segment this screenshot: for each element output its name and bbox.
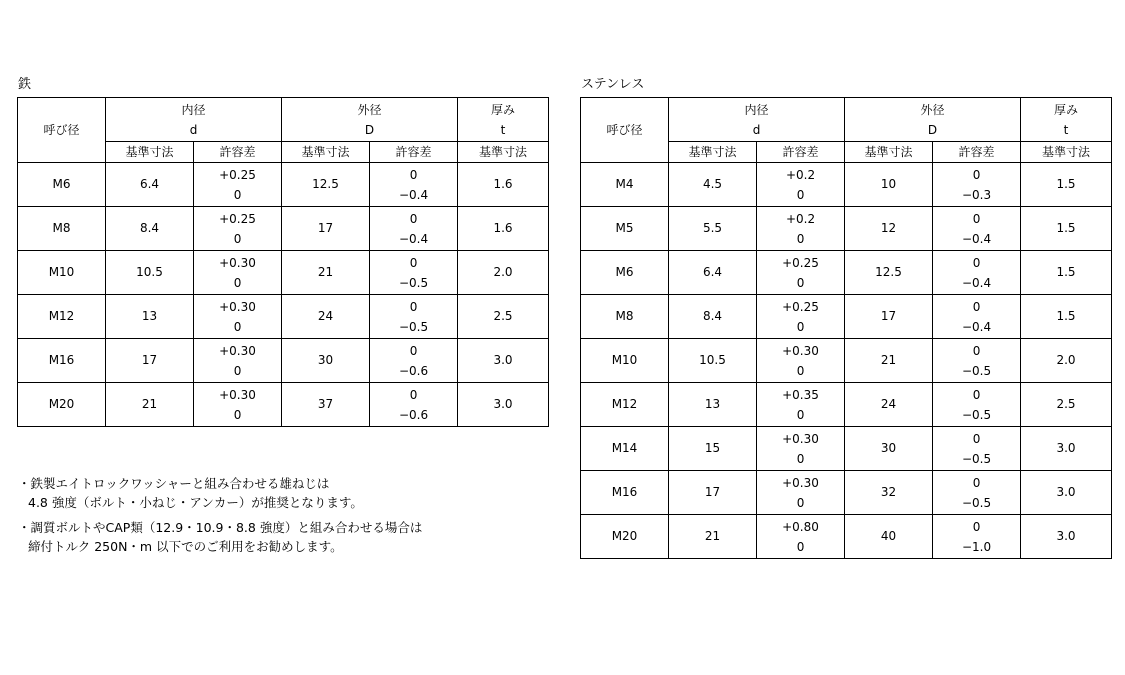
- cell-outer-tolerance: [370, 383, 458, 427]
- cell-outer-tolerance-lower: −0.4: [398, 231, 429, 246]
- cell-nominal-size: M10: [581, 339, 669, 383]
- cell-outer-tolerance: [370, 251, 458, 295]
- header-base-dimension: 基準寸法: [845, 142, 933, 163]
- table-row: [581, 383, 1112, 427]
- cell-outer-tolerance: [933, 251, 1021, 295]
- cell-outer-diameter: 30: [282, 339, 370, 383]
- header-tolerance: 許容差: [757, 142, 845, 163]
- cell-outer-tolerance-upper: 0: [409, 167, 418, 182]
- cell-outer-diameter: 24: [282, 295, 370, 339]
- cell-inner-tolerance: [757, 207, 845, 251]
- table-row: [18, 207, 549, 251]
- header-outer-diameter-lower: D: [364, 122, 375, 137]
- header-row: [18, 98, 549, 142]
- cell-outer-tolerance: [933, 427, 1021, 471]
- cell-outer-tolerance-upper: 0: [972, 387, 981, 402]
- header-outer-diameter-upper: 外径: [357, 102, 382, 117]
- cell-nominal-size: M10: [18, 251, 106, 295]
- cell-outer-tolerance: [933, 295, 1021, 339]
- cell-inner-diameter: 10.5: [106, 251, 194, 295]
- table-row: [18, 163, 549, 207]
- table-row: [581, 207, 1112, 251]
- iron-section-title: 鉄: [18, 77, 32, 92]
- cell-nominal-size: M12: [18, 295, 106, 339]
- cell-outer-tolerance: [933, 383, 1021, 427]
- cell-outer-tolerance: [933, 515, 1021, 559]
- header-thickness-upper: 厚み: [491, 102, 516, 117]
- cell-outer-tolerance: [933, 471, 1021, 515]
- cell-inner-tolerance: [757, 295, 845, 339]
- cell-thickness: 3.0: [458, 383, 549, 427]
- cell-inner-diameter: 21: [106, 383, 194, 427]
- cell-inner-tolerance-lower: 0: [233, 231, 242, 246]
- cell-inner-tolerance-upper: +0.25: [782, 299, 819, 314]
- cell-inner-tolerance-upper: +0.30: [782, 475, 819, 490]
- cell-nominal-size: M16: [18, 339, 106, 383]
- cell-inner-tolerance-upper: +0.30: [782, 343, 819, 358]
- cell-inner-tolerance: [194, 295, 282, 339]
- cell-outer-diameter: 21: [845, 339, 933, 383]
- cell-inner-diameter: 17: [669, 471, 757, 515]
- cell-outer-tolerance-upper: 0: [972, 343, 981, 358]
- cell-outer-tolerance-upper: 0: [972, 255, 981, 270]
- cell-outer-tolerance-lower: −0.4: [961, 319, 992, 334]
- cell-outer-tolerance-upper: 0: [972, 431, 981, 446]
- cell-inner-tolerance: [194, 163, 282, 207]
- header-tolerance: 許容差: [194, 142, 282, 163]
- cell-inner-tolerance-upper: +0.30: [219, 299, 256, 314]
- header-nominal-size: 呼び径: [18, 98, 106, 163]
- cell-outer-diameter: 12.5: [845, 251, 933, 295]
- cell-outer-tolerance-lower: −0.5: [961, 451, 992, 466]
- header-tolerance: 許容差: [370, 142, 458, 163]
- cell-outer-tolerance: [370, 295, 458, 339]
- header-inner-diameter-lower: d: [189, 122, 198, 137]
- header-base-dimension: 基準寸法: [282, 142, 370, 163]
- cell-inner-tolerance: [194, 339, 282, 383]
- header-base-dimension: 基準寸法: [1021, 142, 1112, 163]
- cell-inner-tolerance-lower: 0: [796, 407, 805, 422]
- header-outer-diameter: [282, 98, 458, 142]
- cell-outer-diameter: 17: [845, 295, 933, 339]
- header-outer-diameter-upper: 外径: [920, 102, 945, 117]
- cell-outer-diameter: 21: [282, 251, 370, 295]
- cell-nominal-size: M4: [581, 163, 669, 207]
- cell-outer-diameter: 12.5: [282, 163, 370, 207]
- cell-outer-tolerance-upper: 0: [972, 211, 981, 226]
- cell-outer-diameter: 37: [282, 383, 370, 427]
- table-row: [581, 251, 1112, 295]
- cell-nominal-size: M6: [18, 163, 106, 207]
- cell-inner-tolerance: [757, 383, 845, 427]
- cell-inner-tolerance-lower: 0: [233, 187, 242, 202]
- cell-nominal-size: M6: [581, 251, 669, 295]
- note-line: ・鉄製エイトロックワッシャーと組み合わせる雄ねじは: [18, 476, 330, 491]
- cell-inner-tolerance-lower: 0: [796, 187, 805, 202]
- table-row: [581, 515, 1112, 559]
- cell-thickness: 2.0: [1021, 339, 1112, 383]
- cell-outer-tolerance-lower: −0.3: [961, 187, 992, 202]
- cell-outer-tolerance-lower: −0.6: [398, 407, 429, 422]
- cell-inner-tolerance-lower: 0: [796, 231, 805, 246]
- cell-inner-diameter: 5.5: [669, 207, 757, 251]
- cell-inner-tolerance: [757, 427, 845, 471]
- cell-inner-tolerance-lower: 0: [796, 495, 805, 510]
- cell-outer-tolerance-lower: −0.6: [398, 363, 429, 378]
- cell-thickness: 2.5: [1021, 383, 1112, 427]
- cell-outer-tolerance: [370, 163, 458, 207]
- table-row: [581, 295, 1112, 339]
- note-item: [18, 518, 422, 556]
- cell-nominal-size: M20: [581, 515, 669, 559]
- cell-inner-tolerance: [757, 163, 845, 207]
- header-inner-diameter: [669, 98, 845, 142]
- cell-inner-diameter: 8.4: [669, 295, 757, 339]
- cell-outer-tolerance-upper: 0: [409, 343, 418, 358]
- header-row: [581, 98, 1112, 142]
- cell-thickness: 2.5: [458, 295, 549, 339]
- cell-outer-tolerance-lower: −0.5: [398, 275, 429, 290]
- cell-inner-tolerance-upper: +0.25: [219, 211, 256, 226]
- cell-outer-tolerance-lower: −0.4: [398, 187, 429, 202]
- cell-inner-tolerance: [194, 251, 282, 295]
- note-line: 締付トルク 250N・m 以下でのご利用をお勧めします。: [28, 539, 343, 554]
- cell-inner-tolerance: [757, 515, 845, 559]
- cell-inner-tolerance-upper: +0.30: [219, 255, 256, 270]
- header-thickness-upper: 厚み: [1054, 102, 1079, 117]
- cell-inner-diameter: 15: [669, 427, 757, 471]
- cell-outer-diameter: 24: [845, 383, 933, 427]
- cell-outer-tolerance: [370, 339, 458, 383]
- cell-inner-diameter: 13: [669, 383, 757, 427]
- cell-inner-tolerance-upper: +0.25: [219, 167, 256, 182]
- cell-thickness: 1.6: [458, 207, 549, 251]
- cell-outer-tolerance-upper: 0: [409, 387, 418, 402]
- cell-inner-tolerance-upper: +0.25: [782, 255, 819, 270]
- header-base-dimension: 基準寸法: [458, 142, 549, 163]
- cell-nominal-size: M8: [581, 295, 669, 339]
- cell-outer-diameter: 12: [845, 207, 933, 251]
- cell-thickness: 3.0: [1021, 515, 1112, 559]
- table-row: [581, 427, 1112, 471]
- cell-outer-tolerance-lower: −0.5: [961, 407, 992, 422]
- cell-thickness: 1.5: [1021, 295, 1112, 339]
- cell-outer-tolerance-upper: 0: [409, 255, 418, 270]
- cell-nominal-size: M16: [581, 471, 669, 515]
- cell-outer-diameter: 30: [845, 427, 933, 471]
- header-inner-diameter-upper: 内径: [744, 102, 769, 117]
- cell-outer-diameter: 40: [845, 515, 933, 559]
- cell-inner-diameter: 13: [106, 295, 194, 339]
- cell-inner-tolerance-upper: +0.80: [782, 519, 819, 534]
- header-outer-diameter: [845, 98, 1021, 142]
- header-tolerance: 許容差: [933, 142, 1021, 163]
- cell-inner-diameter: 17: [106, 339, 194, 383]
- cell-outer-tolerance-lower: −0.5: [398, 319, 429, 334]
- cell-thickness: 1.6: [458, 163, 549, 207]
- header-base-dimension: 基準寸法: [106, 142, 194, 163]
- stainless-spec-table: [580, 97, 1112, 559]
- cell-outer-tolerance: [933, 207, 1021, 251]
- cell-outer-tolerance: [370, 207, 458, 251]
- cell-inner-tolerance-lower: 0: [233, 275, 242, 290]
- cell-outer-tolerance-lower: −0.5: [961, 495, 992, 510]
- cell-inner-diameter: 6.4: [669, 251, 757, 295]
- cell-inner-tolerance: [757, 251, 845, 295]
- cell-outer-tolerance-upper: 0: [972, 299, 981, 314]
- table-row: [18, 339, 549, 383]
- header-thickness: [1021, 98, 1112, 142]
- table-row: [581, 163, 1112, 207]
- cell-thickness: 1.5: [1021, 251, 1112, 295]
- cell-inner-tolerance-lower: 0: [233, 363, 242, 378]
- cell-outer-tolerance: [933, 339, 1021, 383]
- note-line: ・調質ボルトやCAP類（12.9・10.9・8.8 強度）と組み合わせる場合は: [18, 520, 423, 535]
- cell-thickness: 3.0: [1021, 427, 1112, 471]
- cell-inner-tolerance-upper: +0.2: [785, 167, 816, 182]
- cell-outer-tolerance-lower: −0.5: [961, 363, 992, 378]
- cell-inner-tolerance-lower: 0: [796, 539, 805, 554]
- cell-nominal-size: M20: [18, 383, 106, 427]
- header-thickness-lower: t: [500, 122, 506, 137]
- cell-outer-tolerance-upper: 0: [409, 211, 418, 226]
- table-row: [18, 251, 549, 295]
- cell-nominal-size: M12: [581, 383, 669, 427]
- cell-inner-tolerance: [757, 339, 845, 383]
- cell-inner-tolerance-upper: +0.30: [219, 387, 256, 402]
- cell-inner-tolerance-lower: 0: [233, 407, 242, 422]
- header-thickness-lower: t: [1063, 122, 1069, 137]
- cell-inner-diameter: 21: [669, 515, 757, 559]
- cell-outer-tolerance-lower: −0.4: [961, 275, 992, 290]
- cell-outer-tolerance-upper: 0: [972, 167, 981, 182]
- table-row: [581, 339, 1112, 383]
- cell-inner-diameter: 4.5: [669, 163, 757, 207]
- cell-thickness: 1.5: [1021, 163, 1112, 207]
- note-line: 4.8 強度（ボルト・小ねじ・アンカー）が推奨となります。: [28, 495, 363, 510]
- cell-outer-tolerance-lower: −0.4: [961, 231, 992, 246]
- cell-thickness: 1.5: [1021, 207, 1112, 251]
- cell-thickness: 3.0: [458, 339, 549, 383]
- cell-outer-tolerance: [933, 163, 1021, 207]
- cell-nominal-size: M5: [581, 207, 669, 251]
- header-nominal-size: 呼び径: [581, 98, 669, 163]
- iron-spec-table: [17, 97, 549, 427]
- cell-inner-tolerance-lower: 0: [796, 363, 805, 378]
- table-row: [18, 383, 549, 427]
- cell-outer-diameter: 17: [282, 207, 370, 251]
- cell-inner-diameter: 8.4: [106, 207, 194, 251]
- cell-inner-tolerance: [194, 383, 282, 427]
- note-item: [18, 474, 422, 512]
- cell-inner-tolerance-upper: +0.35: [782, 387, 819, 402]
- cell-inner-tolerance-upper: +0.30: [219, 343, 256, 358]
- cell-inner-tolerance: [194, 207, 282, 251]
- cell-inner-tolerance-upper: +0.2: [785, 211, 816, 226]
- cell-thickness: 2.0: [458, 251, 549, 295]
- cell-inner-diameter: 10.5: [669, 339, 757, 383]
- cell-inner-tolerance-lower: 0: [796, 319, 805, 334]
- header-thickness: [458, 98, 549, 142]
- cell-nominal-size: M14: [581, 427, 669, 471]
- cell-nominal-size: M8: [18, 207, 106, 251]
- table-row: [581, 471, 1112, 515]
- cell-inner-tolerance-upper: +0.30: [782, 431, 819, 446]
- header-outer-diameter-lower: D: [927, 122, 938, 137]
- header-base-dimension: 基準寸法: [669, 142, 757, 163]
- cell-outer-tolerance-upper: 0: [972, 519, 981, 534]
- cell-outer-tolerance-upper: 0: [409, 299, 418, 314]
- cell-inner-diameter: 6.4: [106, 163, 194, 207]
- cell-inner-tolerance-lower: 0: [796, 275, 805, 290]
- cell-outer-diameter: 32: [845, 471, 933, 515]
- notes: [18, 474, 422, 562]
- header-inner-diameter-lower: d: [752, 122, 761, 137]
- cell-outer-tolerance-upper: 0: [972, 475, 981, 490]
- table-row: [18, 295, 549, 339]
- cell-outer-diameter: 10: [845, 163, 933, 207]
- cell-outer-tolerance-lower: −1.0: [961, 539, 992, 554]
- header-inner-diameter-upper: 内径: [181, 102, 206, 117]
- cell-inner-tolerance-lower: 0: [233, 319, 242, 334]
- stainless-section-title: ステンレス: [581, 77, 645, 92]
- cell-inner-tolerance: [757, 471, 845, 515]
- header-inner-diameter: [106, 98, 282, 142]
- cell-inner-tolerance-lower: 0: [796, 451, 805, 466]
- cell-thickness: 3.0: [1021, 471, 1112, 515]
